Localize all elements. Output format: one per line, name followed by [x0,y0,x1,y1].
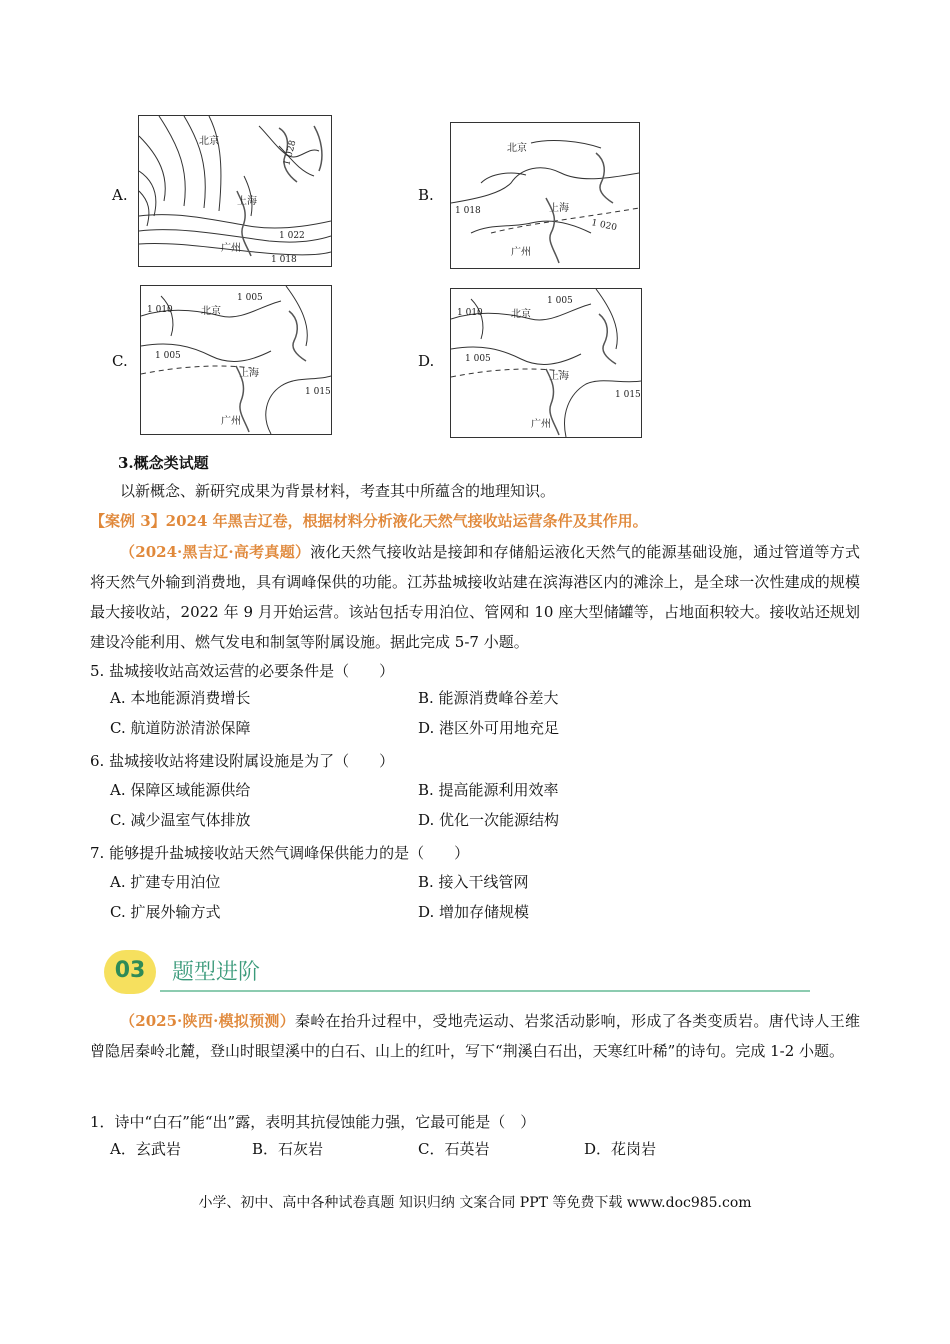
map-b-isobar-label: 1 020 [590,218,618,234]
section03-source: （2025·陕西·模拟预测） [120,1012,295,1030]
map-c-isobar-label: 1 010 [147,305,173,315]
section-title: 题型进阶 [172,960,261,985]
map-a-city-shanghai: 上海 [237,196,257,207]
isobar-map-a[interactable] [138,115,332,267]
map-d-city-beijing: 北京 [511,309,531,320]
map-d-city-guangzhou: 广州 [531,419,551,430]
map-d-isobar-label: 1 005 [547,296,573,306]
question-6-option-d[interactable]: D. 优化一次能源结构 [418,811,560,829]
map-option-d-label: D. [418,352,435,370]
question-1-option-b[interactable]: B．石灰岩 [252,1140,324,1158]
question-1-option-d[interactable]: D．花岗岩 [584,1140,657,1158]
question-5-stem: 5. 盐城接收站高效运营的必要条件是（ ） [90,662,395,680]
question-6-option-c[interactable]: C. 减少温室气体排放 [110,811,251,829]
isobar-map-d[interactable] [450,288,642,438]
page-footer: 小学、初中、高中各种试卷真题 知识归纳 文案合同 PPT 等免费下载 www.doc985.com [198,1195,752,1211]
section03-passage-text: 秦岭在抬升过程中，受地壳运动、岩浆活动影响，形成了各类变质岩。唐代诗人王维曾隐居秦岭北麓，登山时眼望溪中的白石、山上的红叶，写下“荆溪白石出，天寒红叶稀”的诗句。完成 1-2 小题。 [90,1012,860,1060]
map-c-city-guangzhou: 广州 [221,416,241,427]
map-d-city-shanghai: 上海 [549,371,569,382]
question-1-stem: 1．诗中“白石”能“出”露，表明其抗侵蚀能力强，它最可能是（ ） [90,1113,536,1131]
map-d-isobar-label: 1 015 [615,390,641,400]
map-d-isobar-label: 1 005 [465,354,491,364]
map-option-c-label: C. [112,352,128,370]
question-5-option-c[interactable]: C. 航道防淤清淤保障 [110,719,251,737]
case-source: （2024·黑吉辽·高考真题） [120,543,311,561]
map-d-isobar-label: 1 010 [457,308,483,318]
question-5-option-b[interactable]: B. 能源消费峰谷差大 [418,689,559,707]
question-5-option-d[interactable]: D. 港区外可用地充足 [418,719,560,737]
map-b-city-beijing: 北京 [507,143,527,154]
map-option-b-label: B. [418,186,434,204]
map-c-city-beijing: 北京 [201,306,221,317]
map-c-isobar-label: 1 005 [237,293,263,303]
question-6-option-b[interactable]: B. 提高能源利用效率 [418,781,559,799]
map-a-city-guangzhou: 广州 [221,243,241,254]
map-c-isobar-label: 1 005 [155,351,181,361]
section03-passage [90,1006,860,1066]
map-c-city-shanghai: 上海 [239,368,259,379]
section-divider [160,990,810,992]
question-7-stem: 7. 能够提升盐城接收站天然气调峰保供能力的是（ ） [90,844,470,862]
question-7-option-b[interactable]: B. 接入干线管网 [418,873,529,891]
case-title: 【案例 3】2024 年黑吉辽卷，根据材料分析液化天然气接收站运营条件及其作用。 [90,512,648,530]
question-7-option-c[interactable]: C. 扩展外输方式 [110,903,221,921]
question-1-option-c[interactable]: C．石英岩 [418,1140,490,1158]
map-option-a-label: A. [112,186,128,204]
map-a-isobar-label: 1 028 [282,139,299,167]
section-heading: 3.概念类试题 [118,454,209,472]
isobar-map-c[interactable] [140,285,332,435]
question-7-option-d[interactable]: D. 增加存储规模 [418,903,530,921]
map-a-isobar-label: 1 022 [279,231,305,241]
section-number: 03 [114,958,146,983]
map-a-city-beijing: 北京 [199,136,219,147]
case-passage [90,537,860,657]
map-a-isobar-label: 1 018 [271,255,297,265]
map-c-isobar-label: 1 015 [305,387,331,397]
map-b-isobar-label: 1 018 [455,206,481,216]
section-number-badge [104,950,156,994]
map-b-city-shanghai: 上海 [549,203,569,214]
question-6-stem: 6. 盐城接收站将建设附属设施是为了（ ） [90,752,395,770]
question-1-option-a[interactable]: A．玄武岩 [110,1140,181,1158]
case-passage-text: 液化天然气接收站是接卸和存储船运液化天然气的能源基础设施，通过管道等方式将天然气外输到消费地，具有调峰保供的功能。江苏盐城接收站建在滨海港区内的滩涂上，是全球一次性建成的规模最大接收站，2022 年 9 月开始运营。该站包括专用泊位、管网和 10 座大型储罐等，占地面积较大。接收站还规划建设冷能利用、燃气发电和制氢等附属设施。据此完成 5-7 小题。 [90,543,860,651]
section-intro: 以新概念、新研究成果为背景材料，考查其中所蕴含的地理知识。 [120,482,556,500]
question-5-option-a[interactable]: A. 本地能源消费增长 [110,689,251,707]
isobar-map-b[interactable] [450,122,640,269]
question-6-option-a[interactable]: A. 保障区域能源供给 [110,781,251,799]
map-b-city-guangzhou: 广州 [511,247,531,258]
question-7-option-a[interactable]: A. 扩建专用泊位 [110,873,221,891]
